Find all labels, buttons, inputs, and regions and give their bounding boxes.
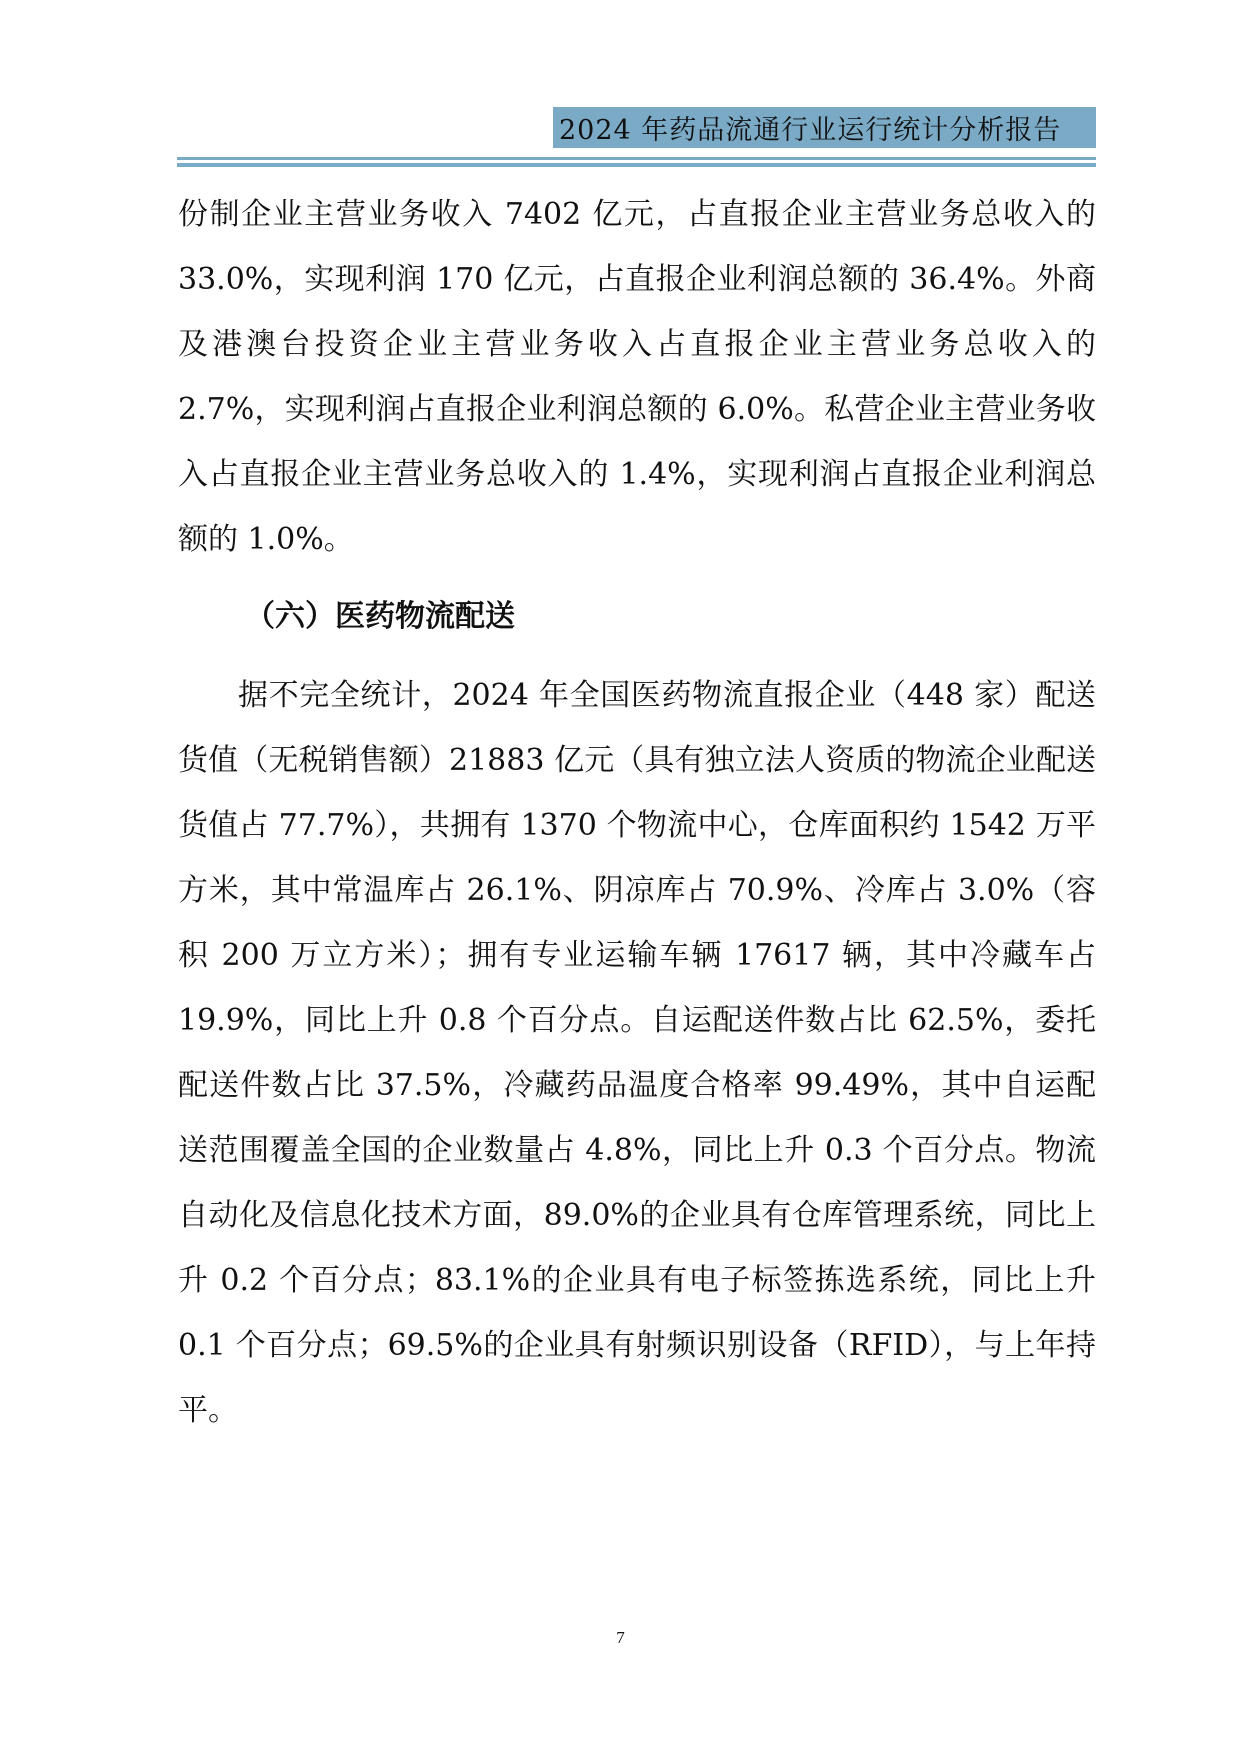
header-divider-thin	[177, 157, 1096, 160]
header-divider-thick	[177, 163, 1096, 167]
running-header	[553, 107, 1096, 148]
section-heading: （六）医药物流配送	[245, 599, 515, 634]
report-title: 2024 年药品流通行业运行统计分析报告	[559, 115, 1062, 146]
page-number: 7	[616, 1628, 625, 1647]
paragraph-ownership-share: 份制企业主营业务收入 7402 亿元，占直报企业主营业务总收入的 33.0%，实现利润 170 亿元，占直报企业利润总额的 36.4%。外商及港澳台投资企业主营业务收入占直报企业主营业务总收入的 2.7%，实现利润占直报企业利润总额的 6.0%。私营企业主营业务收入占直报企业主营业务总收入的 1.4%，实现利润占直报企业利润总额的 1.0%。	[178, 197, 1096, 557]
page-body	[178, 182, 1096, 1443]
paragraph-logistics: 据不完全统计，2024 年全国医药物流直报企业（448 家）配送货值（无税销售额）21883 亿元（具有独立法人资质的物流企业配送货值占 77.7%），共拥有 1370 个物流中心，仓库面积约 1542 万平方米，其中常温库占 26.1%、阴凉库占 70.9%、冷库占 3.0%（容积 200 万立方米）；拥有专业运输车辆 17617 辆，其中冷藏车占 19.9%，同比上升 0.8 个百分点。自运配送件数占比 62.5%，委托配送件数占比 37.5%，冷藏药品温度合格率 99.49%，其中自运配送范围覆盖全国的企业数量占 4.8%，同比上升 0.3 个百分点。物流自动化及信息化技术方面，89.0%的企业具有仓库管理系统，同比上升 0.2 个百分点；83.1%的企业具有电子标签拣选系统，同比上升 0.1 个百分点；69.5%的企业具有射频识别设备（RFID），与上年持平。	[178, 678, 1096, 1428]
